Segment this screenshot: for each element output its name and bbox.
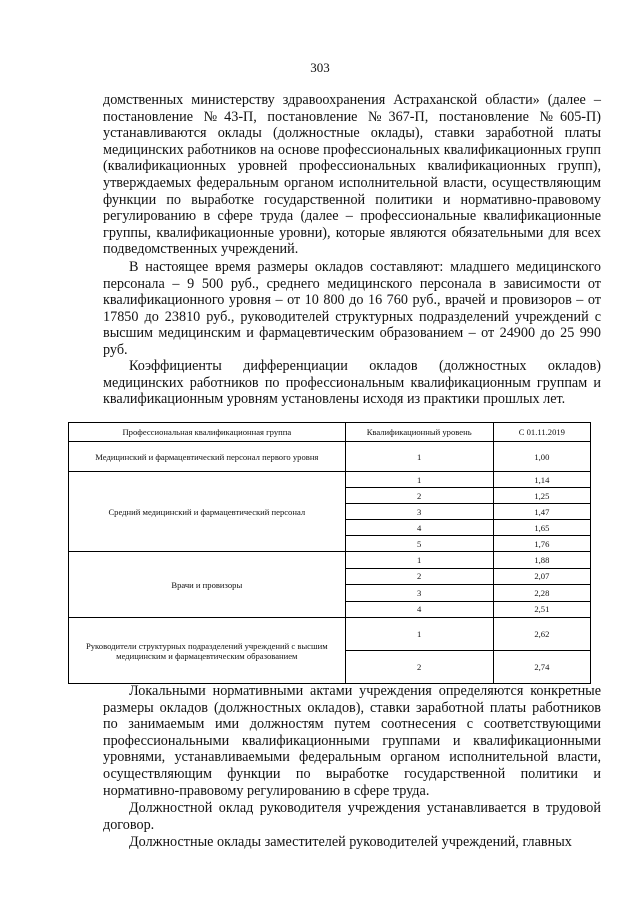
header-date: С 01.11.2019 bbox=[493, 423, 590, 442]
value-cell: 1,76 bbox=[493, 536, 590, 552]
paragraph-2: В настоящее время размеры окладов составляют: младшего медицинского персонала – 9 500 руб., среднего медицинского персонала в зависимости от квалификационного уровня – от 10 800 до 16 760 руб., врачей и провизоров – от 17850 до 23810 руб., руководителей структурных подразделений учреждений с высшим медицинским и фармацевтическим образованием – от 24900 до 25 990 руб. bbox=[103, 259, 601, 358]
level-cell: 2 bbox=[345, 488, 493, 504]
value-cell: 1,47 bbox=[493, 504, 590, 520]
table-row bbox=[69, 472, 591, 488]
paragraph-3: Коэффициенты дифференциации окладов (должностных окладов) медицинских работников по профессиональным квалификационным группам и квалификационным уровням установлены исходя из практики прошлых лет. bbox=[103, 358, 601, 408]
value-cell: 1,65 bbox=[493, 520, 590, 536]
group-name: Руководители структурных подразделений учреждений с высшим медицинским и фармацевтическим образованием bbox=[85, 640, 328, 661]
table-row bbox=[69, 552, 591, 569]
value-cell: 2,07 bbox=[493, 568, 590, 585]
header-group: Профессиональная квалификационная группа bbox=[69, 423, 346, 442]
paragraph-1: домственных министерству здравоохранения Астраханской области» (далее – постановление №43-П, постановление №367-П, постановление №605-П) устанавливаются оклады (должностные оклады), ставки заработной платы медицинских работников на основе профессиональных квалификационных групп (квалификационных уровней профессиональных квалификационных групп), утверждаемых федеральным органом исполнительной власти, осуществляющим функции по выработке государственной политики и нормативно-правовому регулированию в сфере труда (далее – профессиональные квалификационные группы, квалификационные уровни), которые являются обязательными для всех подведомственных учреждений. bbox=[103, 92, 601, 258]
value-cell: 2,28 bbox=[493, 585, 590, 602]
header-level: Квалификационный уровень bbox=[345, 423, 493, 442]
group-name-cell bbox=[69, 442, 346, 472]
group-name-cell bbox=[69, 472, 346, 552]
coefficients-table bbox=[68, 422, 591, 684]
paragraph-6: Должностные оклады заместителей руководителей учреждений, главных bbox=[129, 834, 572, 850]
level-cell: 4 bbox=[345, 601, 493, 618]
group-name: Медицинский и фармацевтический персонал первого уровня bbox=[95, 451, 319, 462]
table-row bbox=[69, 618, 591, 651]
group-name-cell bbox=[69, 552, 346, 618]
level-cell: 5 bbox=[345, 536, 493, 552]
value-cell: 1,00 bbox=[493, 442, 590, 472]
value-cell: 1,25 bbox=[493, 488, 590, 504]
level-cell: 1 bbox=[345, 472, 493, 488]
value-cell: 2,62 bbox=[493, 618, 590, 651]
level-cell: 1 bbox=[345, 442, 493, 472]
group-name: Врачи и провизоры bbox=[171, 579, 243, 590]
level-cell: 2 bbox=[345, 568, 493, 585]
value-cell: 2,51 bbox=[493, 601, 590, 618]
paragraph-5: Должностной оклад руководителя учреждения устанавливается в трудовой договор. bbox=[103, 800, 601, 833]
table-header-row bbox=[69, 423, 591, 442]
level-cell: 3 bbox=[345, 504, 493, 520]
value-cell: 1,88 bbox=[493, 552, 590, 569]
value-cell: 2,74 bbox=[493, 651, 590, 684]
group-name-cell bbox=[69, 618, 346, 684]
level-cell: 1 bbox=[345, 618, 493, 651]
group-name: Средний медицинский и фармацевтический персонал bbox=[108, 506, 306, 517]
level-cell: 3 bbox=[345, 585, 493, 602]
value-cell: 1,14 bbox=[493, 472, 590, 488]
level-cell: 2 bbox=[345, 651, 493, 684]
level-cell: 1 bbox=[345, 552, 493, 569]
level-cell: 4 bbox=[345, 520, 493, 536]
page-number: 303 bbox=[310, 60, 330, 75]
table-row bbox=[69, 442, 591, 472]
paragraph-4: Локальными нормативными актами учреждения определяются конкретные размеры окладов (должностных окладов), ставки заработной платы работников по занимаемым ими должностям путем соотнесения с соответствующими профессиональными квалификационными группами и квалификационными уровнями, устанавливаемыми федеральным органом исполнительной власти, осуществляющим функции по выработке государственной политики и нормативно-правовому регулированию в сфере труда. bbox=[103, 683, 601, 799]
